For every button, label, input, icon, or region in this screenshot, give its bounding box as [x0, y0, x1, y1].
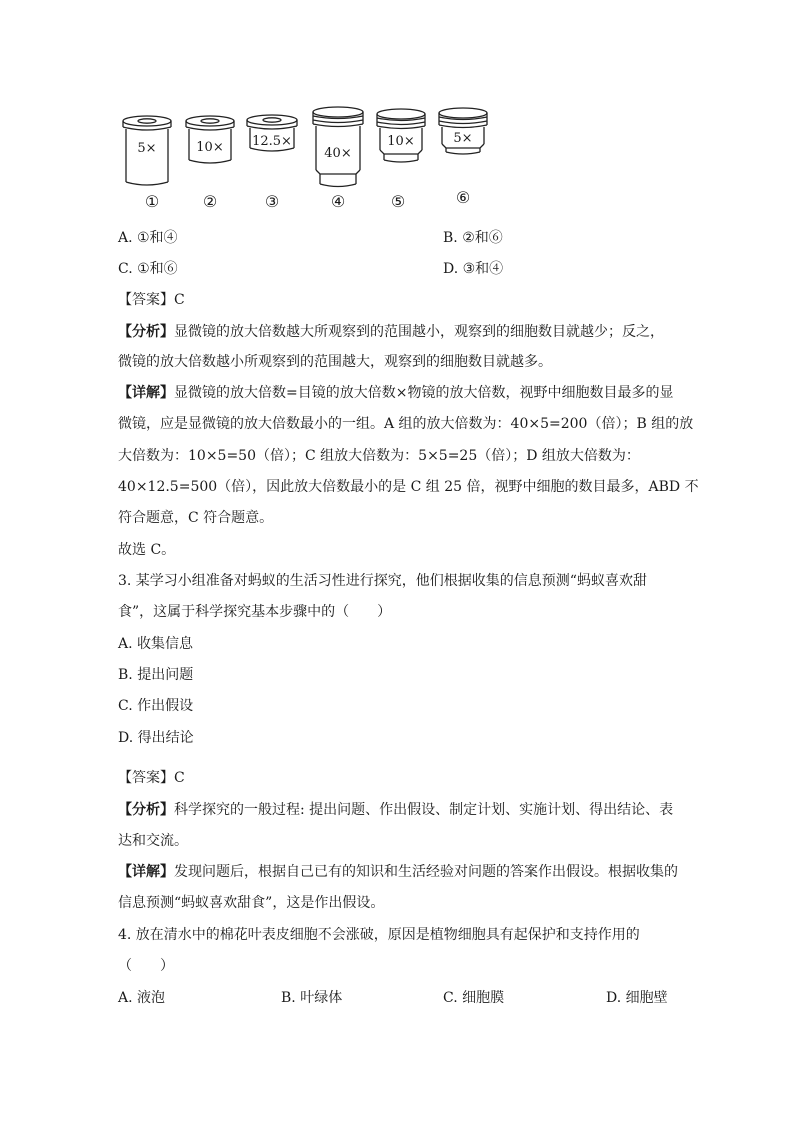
- objective-4-label: 40×: [324, 146, 352, 161]
- q2-analysis-line-2: 微镜的放大倍数越小所观察到的范围越大，观察到的细胞数目就越多。: [118, 354, 552, 370]
- q3-stem-line-2: 食”，这属于科学探究基本步骤中的（ ）: [118, 604, 392, 620]
- q4-option-c: C. 细胞膜: [443, 990, 505, 1006]
- q3-analysis-line-1: [118, 800, 673, 820]
- q2-analysis-line-1: [118, 322, 664, 342]
- q4-stem-line-1: 4. 放在清水中的棉花叶表皮细胞不会涨破，原因是植物细胞具有起保护和支持作用的: [118, 927, 640, 943]
- q3-option-b: B. 提出问题: [118, 667, 194, 683]
- objective-1-number: ①: [144, 192, 160, 211]
- objective-2-number: ②: [202, 192, 218, 211]
- q2-analysis-text-1: 显微镜的放大倍数越大所观察到的范围越小，观察到的细胞数目就越少；反之，: [174, 324, 664, 340]
- q3-option-a: A. 收集信息: [118, 636, 194, 652]
- objective-1-label: 5×: [137, 141, 157, 156]
- q3-analysis-text-1: 科学探究的一般过程: 提出问题、作出假设、制定计划、实施计划、得出结论、表: [174, 802, 674, 818]
- q2-option-d: D. ③和④: [443, 261, 504, 277]
- q2-answer: 【答案】C: [118, 292, 185, 308]
- q2-option-a: A. ①和④: [118, 230, 178, 246]
- objective-3-number: ③: [264, 192, 280, 211]
- q3-detail-line-2: 信息预测“蚂蚁喜欢甜食”，这是作出假设。: [118, 895, 385, 911]
- q2-detail-line-1: [118, 383, 673, 403]
- q3-detail-tag: 【详解】: [118, 864, 174, 880]
- q2-detail-tag: 【详解】: [118, 385, 174, 401]
- objective-lens-figure: [110, 100, 510, 218]
- objective-5-number: ⑤: [390, 192, 406, 211]
- q2-detail-text-1: 显微镜的放大倍数=目镜的放大倍数×物镜的放大倍数，视野中细胞数目最多的显: [174, 385, 674, 401]
- q2-conclusion: 故选 C。: [118, 542, 176, 558]
- q4-option-a: A. 液泡: [118, 990, 166, 1006]
- q3-detail-text-1: 发现问题后，根据自己已有的知识和生活经验对问题的答案作出假设。根据收集的: [174, 864, 678, 880]
- q2-option-b: B. ②和⑥: [443, 230, 503, 246]
- q2-detail-line-2: 微镜，应是显微镜的放大倍数最小的一组。A 组的放大倍数为：40×5=200（倍）；B 组的放: [118, 416, 694, 432]
- objective-2-label: 10×: [196, 140, 224, 155]
- objective-6-label: 5×: [453, 131, 473, 146]
- objective-3-label: 12.5×: [252, 134, 292, 149]
- q2-detail-line-4: 40×12.5=500（倍），因此放大倍数最小的是 C 组 25 倍，视野中细胞的数目最多，ABD 不: [118, 479, 699, 495]
- q3-stem-line-1: 3. 某学习小组准备对蚂蚁的生活习性进行探究，他们根据收集的信息预测“蚂蚁喜欢甜: [118, 573, 647, 589]
- q3-analysis-line-2: 达和交流。: [118, 833, 188, 849]
- q2-detail-line-5: 符合题意，C 符合题意。: [118, 510, 274, 526]
- q2-analysis-tag: 【分析】: [118, 324, 174, 340]
- q3-answer: 【答案】C: [118, 770, 185, 786]
- q3-analysis-tag: 【分析】: [118, 802, 174, 818]
- objective-4-number: ④: [330, 192, 346, 211]
- q4-option-b: B. 叶绿体: [281, 990, 343, 1006]
- q2-option-c: C. ①和⑥: [118, 261, 178, 277]
- q3-option-c: C. 作出假设: [118, 698, 194, 714]
- q4-stem-line-2: （ ）: [118, 958, 174, 974]
- q2-detail-line-3: 大倍数为：10×5=50（倍）；C 组放大倍数为：5×5=25（倍）；D 组放大倍数为：: [118, 448, 640, 464]
- objective-5-label: 10×: [387, 134, 415, 149]
- objective-6-number: ⑥: [455, 188, 471, 207]
- q4-option-d: D. 细胞壁: [606, 990, 668, 1006]
- q3-option-d: D. 得出结论: [118, 730, 194, 746]
- q3-detail-line-1: [118, 862, 678, 882]
